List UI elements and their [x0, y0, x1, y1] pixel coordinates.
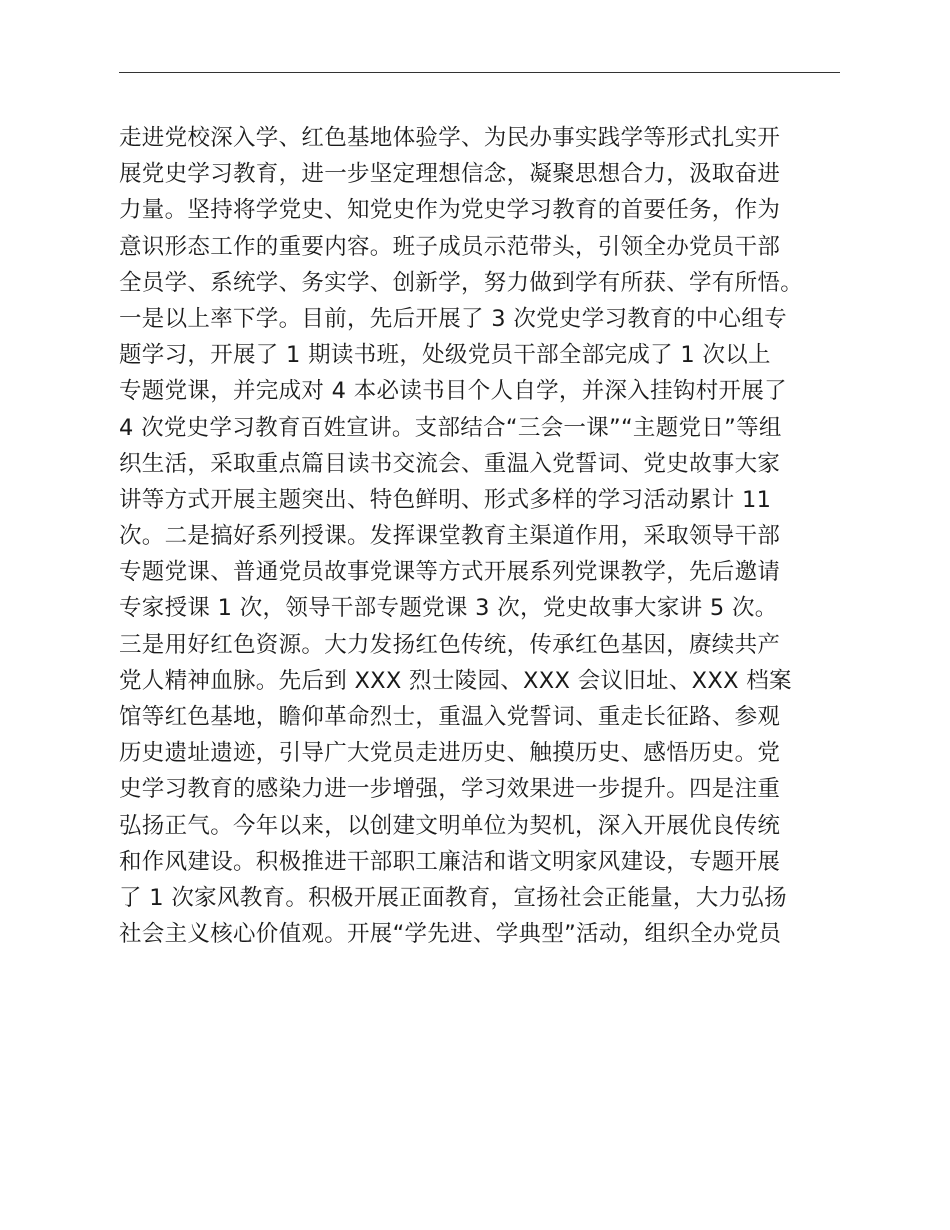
text-line: 展党史学习教育，进一步坚定理想信念，凝聚思想合力，汲取奋进 [119, 161, 781, 188]
text-line: 4 次党史学习教育百姓宣讲。支部结合“三会一课”“主题党日”等组 [119, 414, 782, 441]
text-line: 社会主义核心价值观。开展“学先进、学典型”活动，组织全办党员 [119, 921, 782, 948]
header-rule [119, 72, 840, 73]
text-line: 馆等红色基地，瞻仰革命烈士，重温入党誓词、重走长征路、参观 [119, 704, 781, 730]
text-line: 专题党课、普通党员故事党课等方式开展系列党课教学，先后邀请 [119, 559, 781, 586]
text-line: 讲等方式开展主题突出、特色鲜明、形式多样的学习活动累计 11 [119, 486, 772, 513]
text-line: 专家授课 1 次，领导干部专题党课 3 次，党史故事大家讲 5 次。 [119, 595, 778, 622]
text-line: 次。二是搞好系列授课。发挥课堂教育主渠道作用，采取领导干部 [119, 523, 781, 550]
text-line: 走进党校深入学、红色基地体验学、为民办事实践学等形式扎实开 [119, 125, 781, 151]
text-line: 弘扬正气。今年以来，以创建文明单位为契机，深入开展优良传统 [119, 812, 781, 839]
body-paragraph [119, 120, 859, 952]
text-line: 织生活，采取重点篇目读书交流会、重温入党誓词、党史故事大家 [119, 450, 781, 477]
text-line: 题学习，开展了 1 期读书班，处级党员干部全部完成了 1 次以上 [119, 342, 771, 369]
text-line: 专题党课，并完成对 4 本必读书目个人自学，并深入挂钩村开展了 [119, 378, 787, 405]
text-line: 全员学、系统学、务实学、创新学，努力做到学有所获、学有所悟。 [119, 269, 804, 296]
text-line: 三是用好红色资源。大力发扬红色传统，传承红色基因，赓续共产 [119, 631, 781, 658]
text-line: 历史遗址遗迹，引导广大党员走进历史、触摸历史、感悟历史。党 [119, 740, 781, 767]
text-line: 党人精神血脉。先后到 XXX 烈士陵园、XXX 会议旧址、XXX 档案 [119, 667, 792, 694]
text-line: 和作风建设。积极推进干部职工廉洁和谐文明家风建设，专题开展 [119, 848, 781, 875]
text-line: 力量。坚持将学党史、知党史作为党史学习教育的首要任务，作为 [119, 197, 781, 224]
text-line: 了 1 次家风教育。积极开展正面教育，宣扬社会正能量，大力弘扬 [119, 884, 787, 911]
text-line: 一是以上率下学。目前，先后开展了 3 次党史学习教育的中心组专 [119, 305, 787, 332]
text-line: 史学习教育的感染力进一步增强，学习效果进一步提升。四是注重 [119, 776, 781, 803]
text-line: 意识形态工作的重要内容。班子成员示范带头，引领全办党员干部 [119, 233, 781, 260]
